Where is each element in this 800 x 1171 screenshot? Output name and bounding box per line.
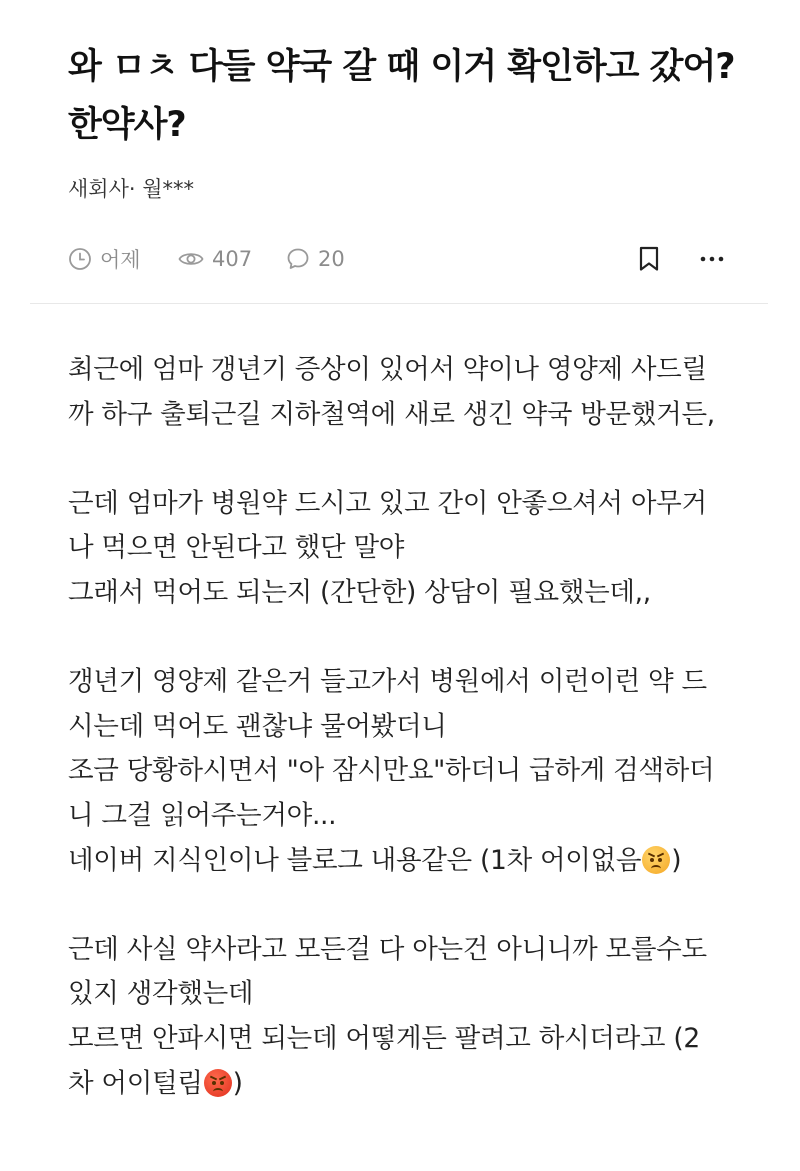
bookmark-button[interactable]: [634, 240, 664, 278]
post-time: [68, 240, 141, 278]
body-line-text: 네이버 지식인이나 블로그 내용같은 (1차 어이없음: [68, 844, 642, 876]
angry-face-emoji: [204, 1069, 232, 1097]
body-line: 까 하구 출퇴근길 지하철역에 새로 생긴 약국 방문했거든,: [68, 398, 715, 430]
post-author[interactable]: 새회사· 월***: [68, 177, 194, 201]
post-comments[interactable]: [286, 240, 345, 278]
body-line: 그래서 먹어도 되는지 (간단한) 상담이 필요했는데,,: [68, 576, 651, 608]
close-paren: ): [671, 844, 682, 876]
body-line-text: 차 어이털림: [68, 1067, 203, 1099]
comment-bubble-icon: [286, 247, 310, 271]
body-line: 갱년기 영양제 같은거 들고가서 병원에서 이런이런 약 드: [68, 666, 707, 698]
body-line: 근데 사실 약사라고 모든걸 다 아는건 아니니까 모를수도: [68, 933, 707, 965]
eye-icon: [178, 247, 204, 271]
body-line: 조금 당황하시면서 "아 잠시만요"하더니 급하게 검색하더: [68, 755, 715, 787]
post-title: 와 ㅁㅊ 다들 약국 갈 때 이거 확인하고 갔어? 한약사?: [68, 47, 735, 145]
body-line: 니 그걸 읽어주는거야...: [68, 799, 337, 831]
body-blank-line: [68, 437, 758, 482]
more-horizontal-icon: [700, 255, 724, 263]
body-line-with-emoji: [68, 1062, 758, 1107]
body-line: 있지 생각했는데: [68, 978, 254, 1010]
body-line-with-emoji: [68, 839, 758, 884]
bookmark-icon: [638, 246, 660, 272]
post-comments-count: 20: [318, 247, 345, 271]
grumpy-face-emoji: [642, 846, 670, 874]
body-blank-line: [68, 883, 758, 928]
meta-divider: [30, 303, 768, 304]
post-time-label: 어제: [100, 248, 141, 272]
clock-icon: [68, 247, 92, 271]
close-paren: ): [232, 1067, 243, 1099]
body-line: 나 먹으면 안된다고 했단 말야: [68, 532, 405, 564]
post-views: [178, 240, 252, 278]
more-options-button[interactable]: [694, 240, 730, 278]
body-blank-line: [68, 616, 758, 661]
post-views-count: 407: [212, 247, 253, 271]
post-meta: [68, 240, 732, 280]
body-line: 시는데 먹어도 괜찮냐 물어봤더니: [68, 710, 447, 742]
body-line: 모르면 안파시면 되는데 어떻게든 팔려고 하시더라고 (2: [68, 1022, 700, 1054]
body-line: 근데 엄마가 병원약 드시고 있고 간이 안좋으셔서 아무거: [68, 487, 707, 519]
body-line: 최근에 엄마 갱년기 증상이 있어서 약이나 영양제 사드릴: [68, 354, 707, 385]
post-body: [68, 348, 758, 1106]
